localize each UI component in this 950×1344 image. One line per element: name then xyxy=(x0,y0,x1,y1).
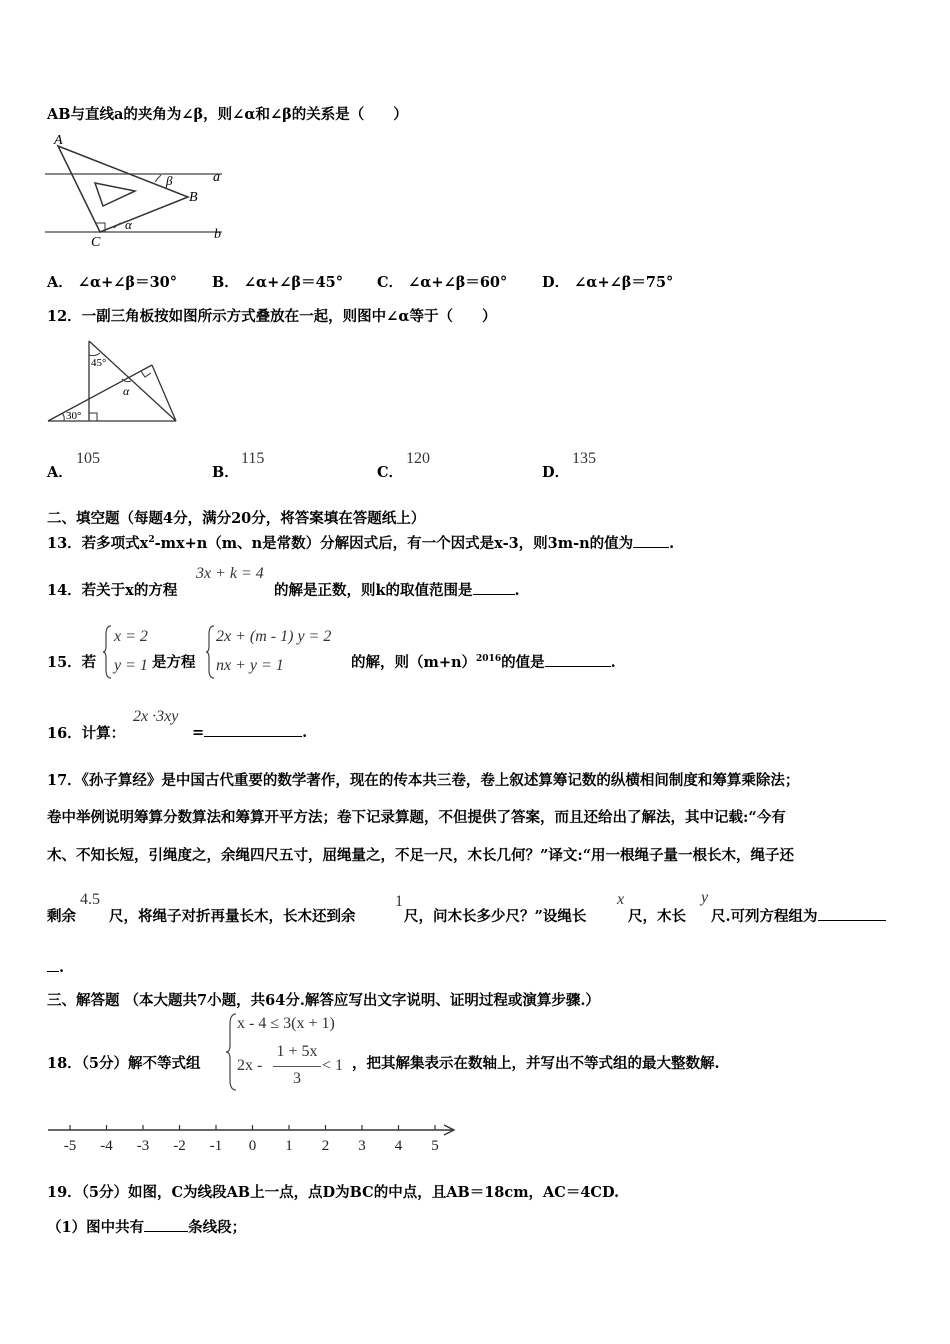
q11-label-C: C xyxy=(91,235,101,250)
q16-post: = . xyxy=(192,724,308,741)
axis-tick-label: -4 xyxy=(100,1138,113,1154)
q17-var-x: x xyxy=(617,891,625,908)
q18-frac-bar xyxy=(273,1066,321,1067)
q17-line-5: . xyxy=(47,957,64,976)
q12-figure xyxy=(44,335,184,427)
q12-option-b-value: 115 xyxy=(241,450,265,467)
q12-option-d[interactable]: D． xyxy=(542,464,570,481)
q17-value-4-5: 4.5 xyxy=(80,891,100,908)
q13-text: 13．若多项式$x^2-mx+n(m$、n是常数）分解因式后，有一个因式是x-3，则3m-n的值为 . xyxy=(47,535,675,552)
q18-inequality-2b: < 1 xyxy=(322,1057,344,1074)
axis-tick-label: -1 xyxy=(209,1138,223,1154)
q19-answer-blank[interactable] xyxy=(144,1217,188,1232)
q12-option-a-value: 105 xyxy=(76,450,100,467)
q12-option-c[interactable]: C． xyxy=(377,464,404,481)
q17-line-2: 卷中举例说明筹算分数算法和筹算开平方法；卷下记录算题，不但提供了答案，而且还给出了解法，其中记载:“今有 xyxy=(47,809,786,826)
q11-option-c[interactable]: C． ∠α+∠β＝60° xyxy=(377,274,508,291)
q15-brace-1 xyxy=(103,624,113,680)
q15-brace-2 xyxy=(206,624,216,680)
q17-answer-blank[interactable] xyxy=(818,906,886,921)
q15-sys2-line2: nx + y = 1 xyxy=(216,657,284,674)
section-3-title: 三、解答题 （本大题共7小题，共64分.解答应写出文字说明、证明过程或演算步骤.） xyxy=(47,992,600,1009)
q12-option-a[interactable]: A． xyxy=(47,464,73,481)
q12-option-d-value: 135 xyxy=(572,450,596,467)
q17-line-4d: 尺，木长 xyxy=(628,908,686,925)
q14-answer-blank[interactable] xyxy=(473,580,515,595)
q15-answer-blank[interactable] xyxy=(545,652,611,667)
q15-sys2-line1: 2x + (m - 1) y = 2 xyxy=(216,628,332,645)
q17-value-1: 1 xyxy=(395,893,403,910)
q17-line-4c: 尺，问木长多少尺？”设绳长 xyxy=(404,908,587,925)
q17-line-4a: 剩余 xyxy=(47,908,76,925)
q18-post: ，把其解集表示在数轴上，并写出不等式组的最大整数解. xyxy=(352,1055,720,1072)
q11-label-A: A xyxy=(54,133,63,148)
axis-tick-label: 2 xyxy=(321,1138,330,1154)
q11-label-beta: β xyxy=(166,173,173,188)
q11-label-alpha: α xyxy=(125,217,132,232)
q17-line-4b: 尺，将绳子对折再量长木，长木还到余 xyxy=(109,908,356,925)
axis-tick-label: -3 xyxy=(136,1138,150,1154)
q11-label-a: a xyxy=(213,170,220,185)
q11-label-b: b xyxy=(214,227,221,242)
q12-option-c-value: 120 xyxy=(406,450,430,467)
q11-label-B: B xyxy=(189,190,198,205)
q19-part-1: （1）图中共有 条线段； xyxy=(47,1219,247,1236)
q17-answer-blank-cont[interactable] xyxy=(47,957,59,972)
q13-answer-blank[interactable] xyxy=(633,533,669,548)
q14-pre: 14．若关于x的方程 xyxy=(47,582,178,599)
q19-stem: 19．（5分）如图，C为线段AB上一点，点D为BC的中点，且AB＝18cm，AC＝4CD. xyxy=(47,1184,620,1201)
axis-tick-label: 3 xyxy=(358,1138,366,1154)
section-2-title: 二、填空题（每题4分，满分20分，将答案填在答题纸上） xyxy=(47,510,426,527)
q14-equation: 3x + k = 4 xyxy=(196,565,264,582)
q11-option-b[interactable]: B． ∠α+∠β＝45° xyxy=(212,274,343,291)
q11-option-a[interactable]: A． ∠α+∠β＝30° xyxy=(47,274,177,291)
q15-sys1-line2: y = 1 xyxy=(114,657,148,674)
axis-tick-label: 0 xyxy=(248,1138,257,1154)
q15-sys1-line1: x = 2 xyxy=(114,628,148,645)
q18-inequality-1: x - 4 ≤ 3(x + 1) xyxy=(237,1015,335,1032)
q15-pre: 15．若 xyxy=(47,654,97,671)
q18-frac-numerator: 1 + 5x xyxy=(276,1043,318,1060)
q12-label-30: 30° xyxy=(66,410,82,422)
q18-frac-denominator: 3 xyxy=(293,1070,301,1087)
q17-var-y: y xyxy=(701,889,709,906)
axis-tick-label: -2 xyxy=(173,1138,186,1154)
axis-tick-label: 4 xyxy=(394,1138,403,1154)
q12-label-45: 45° xyxy=(91,357,107,369)
q14-post: 的解是正数，则k的取值范围是 . xyxy=(274,582,520,599)
q16-pre: 16．计算： xyxy=(47,725,126,742)
axis-tick-label: 5 xyxy=(431,1138,439,1154)
q18-number-line xyxy=(40,1118,470,1158)
q12-option-b[interactable]: B． xyxy=(212,464,239,481)
q18-inequality-2a: 2x - xyxy=(237,1057,263,1074)
q18-pre: 18．（5分）解不等式组 xyxy=(47,1055,201,1072)
q16-answer-blank[interactable] xyxy=(204,722,302,737)
q11-figure xyxy=(40,130,240,250)
axis-tick-label: 1 xyxy=(285,1138,293,1154)
q17-line-4e: 尺.可列方程组为 xyxy=(711,905,886,926)
q17-line-1: 17．《孙子算经》是中国古代重要的数学著作，现在的传本共三卷，卷上叙述算筹记数的纵横相间制度和筹算乘除法； xyxy=(47,772,800,789)
q12-stem: 12．一副三角板按如图所示方式叠放在一起，则图中∠α等于（ ） xyxy=(47,308,497,325)
q11-stem: AB与直线a的夹角为∠β，则∠α和∠β的关系是（ ） xyxy=(47,106,408,123)
q16-expression: 2x ·3xy xyxy=(133,708,179,725)
q11-option-d[interactable]: D． ∠α+∠β＝75° xyxy=(542,274,674,291)
q15-post: 的解，则$(m+n)^{2016}$的值是 . xyxy=(351,654,616,671)
q15-mid: 是方程 xyxy=(152,654,196,671)
q17-line-3: 木、不知长短，引绳度之，余绳四尺五寸，屈绳量之，不足一尺，木长几何？”译文:“用一根绳子量一根长木，绳子还 xyxy=(47,847,795,864)
axis-tick-label: -5 xyxy=(63,1138,77,1154)
q12-label-alpha: α xyxy=(123,384,130,398)
